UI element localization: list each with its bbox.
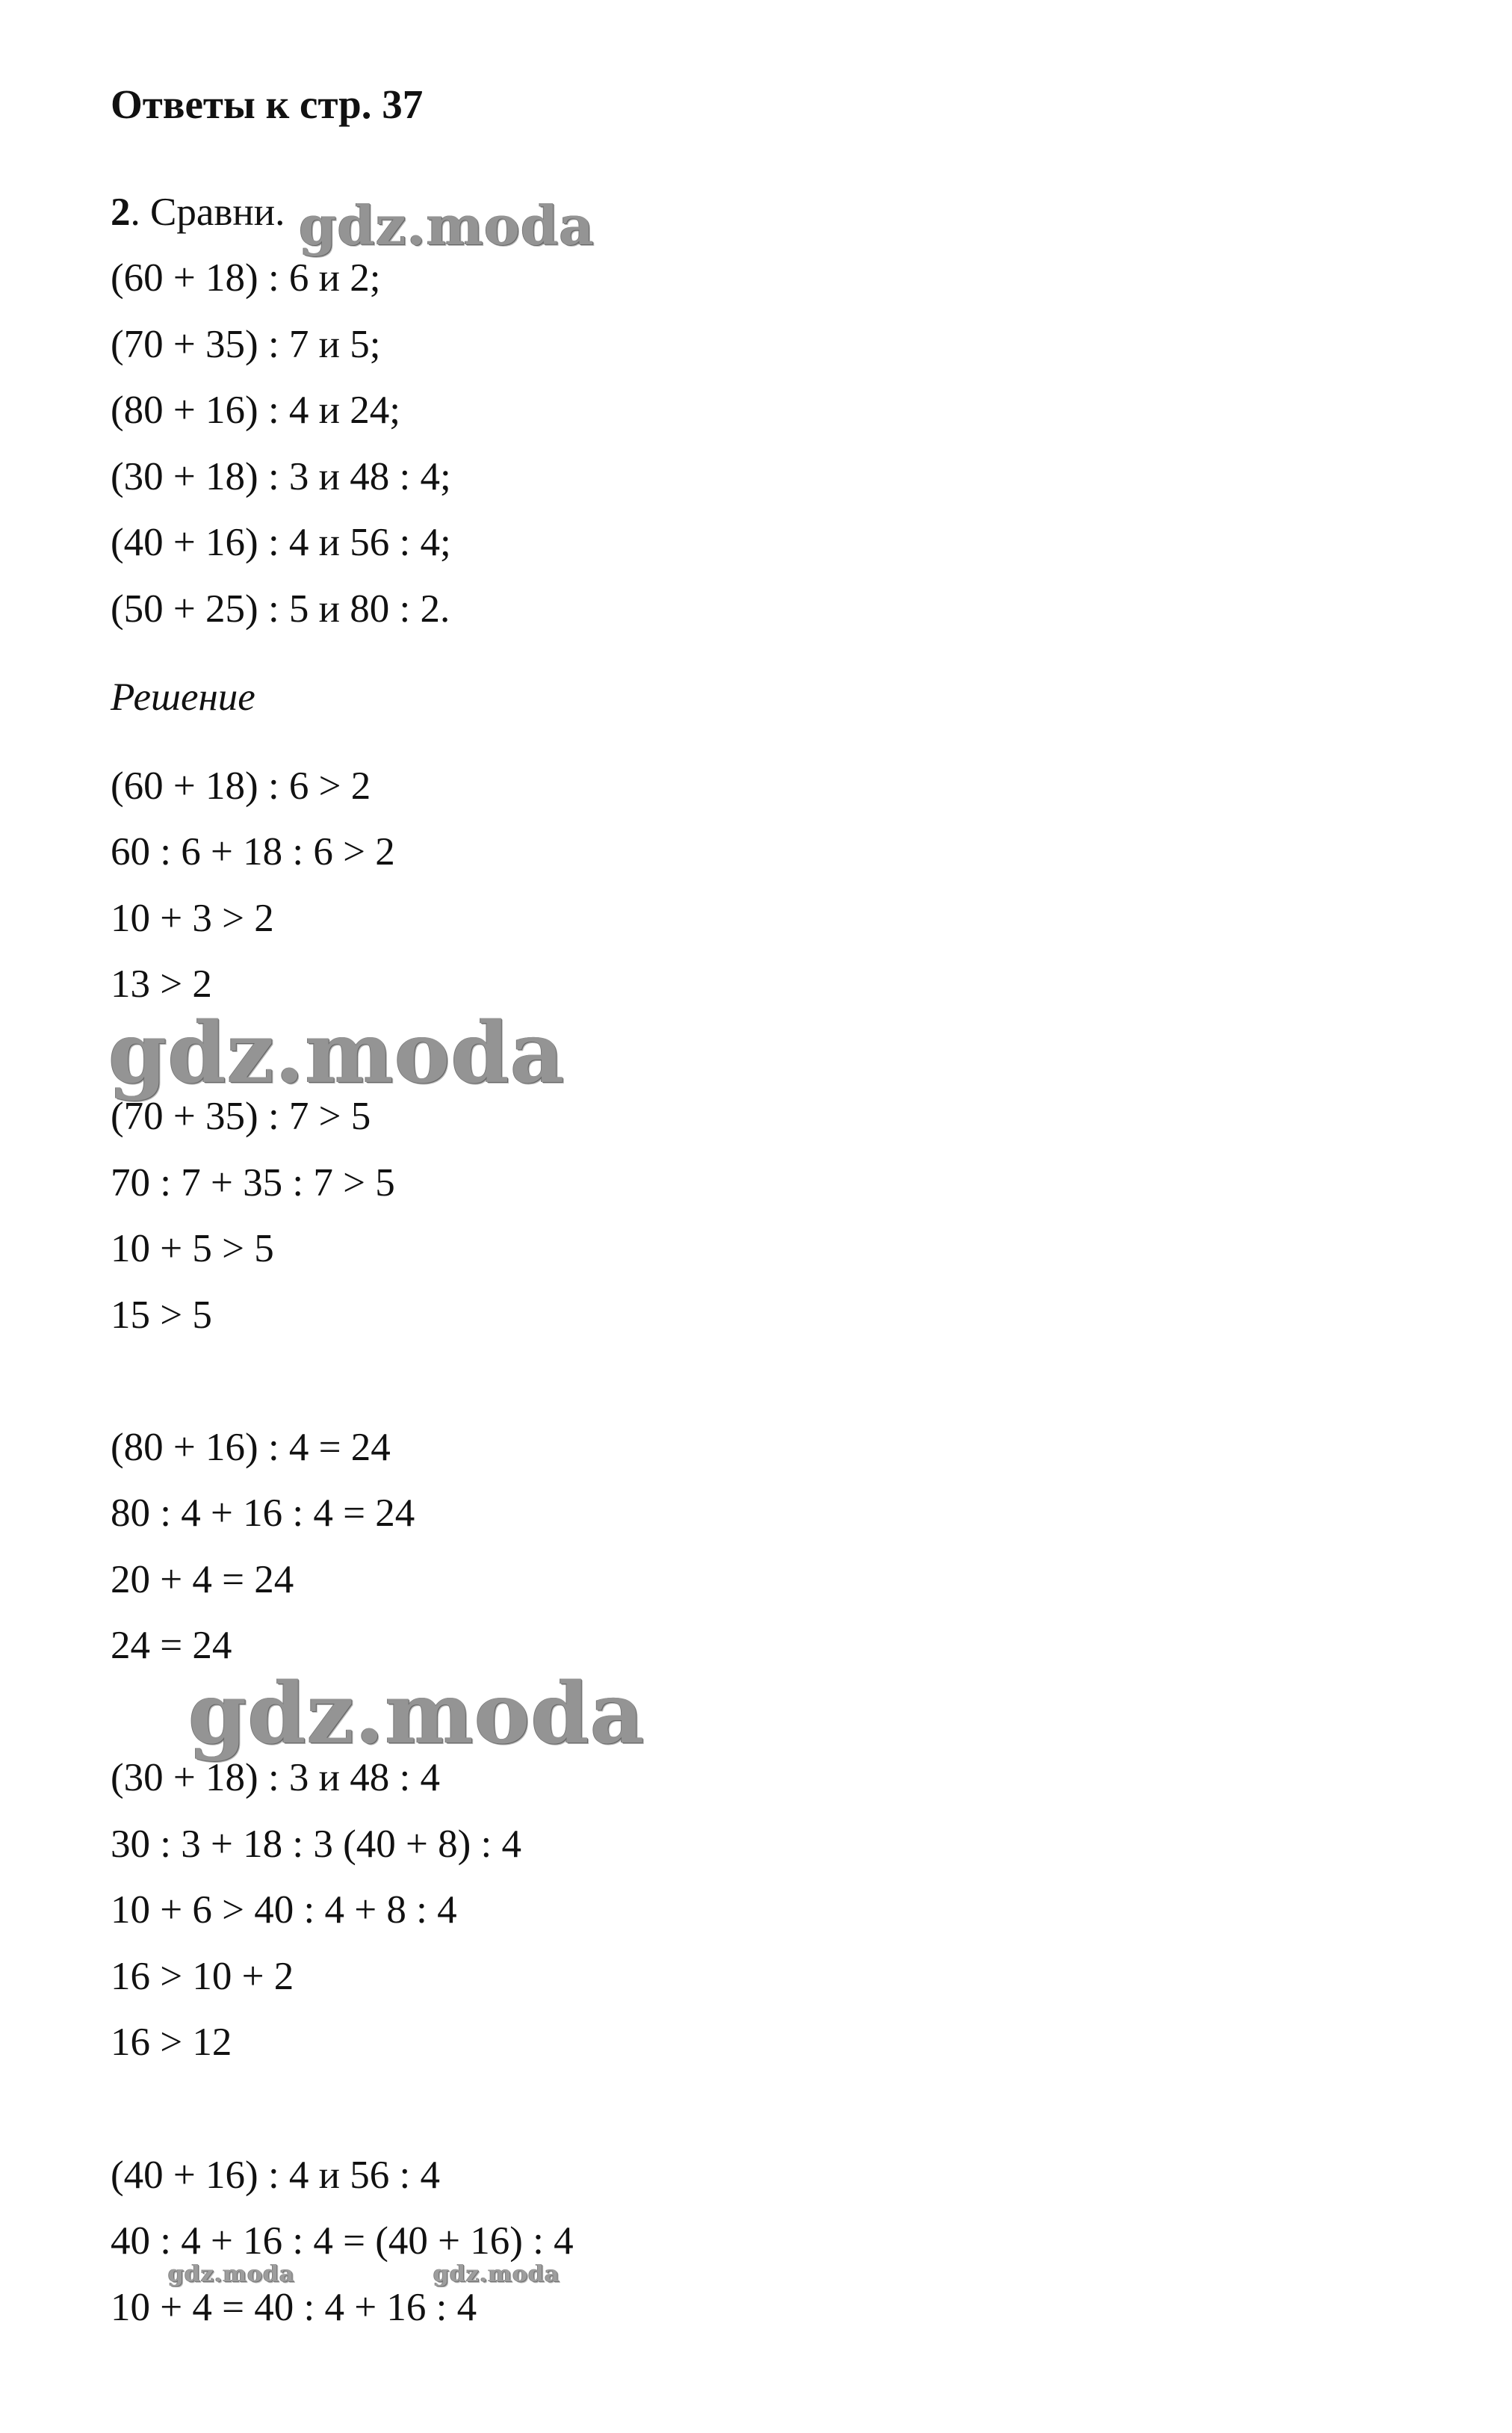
solution-line: 30 : 3 + 18 : 3 (40 + 8) : 4 (111, 1823, 522, 1866)
task-heading (111, 190, 285, 235)
watermark-logo: gdz.moda (168, 2261, 295, 2287)
task-item: (70 + 35) : 7 и 5; (111, 323, 381, 366)
watermark-logo: gdz.moda (108, 1004, 566, 1102)
task-item: (80 + 16) : 4 и 24; (111, 389, 401, 432)
solution-line: (60 + 18) : 6 > 2 (111, 764, 371, 808)
task-item: (50 + 25) : 5 и 80 : 2. (111, 587, 450, 631)
solution-line: 13 > 2 (111, 962, 212, 1006)
solution-line: 70 : 7 + 35 : 7 > 5 (111, 1161, 395, 1205)
solution-line: 60 : 6 + 18 : 6 > 2 (111, 830, 395, 874)
solution-line: 40 : 4 + 16 : 4 = (40 + 16) : 4 (111, 2219, 574, 2263)
solution-line: 10 + 4 = 40 : 4 + 16 : 4 (111, 2286, 477, 2329)
watermark-logo: gdz.moda (188, 1665, 645, 1763)
solution-line: 10 + 6 > 40 : 4 + 8 : 4 (111, 1888, 457, 1932)
solution-line: 10 + 5 > 5 (111, 1227, 274, 1270)
solution-line: (70 + 35) : 7 > 5 (111, 1095, 371, 1138)
watermark-logo: gdz.moda (299, 194, 595, 257)
solution-label: Решение (111, 676, 255, 719)
solution-line: 15 > 5 (111, 1293, 212, 1337)
solution-line: 16 > 10 + 2 (111, 1955, 294, 1998)
solution-line: 16 > 12 (111, 2021, 232, 2064)
solution-line: (80 + 16) : 4 = 24 (111, 1426, 391, 1469)
task-item: (40 + 16) : 4 и 56 : 4; (111, 521, 451, 564)
solution-line: 20 + 4 = 24 (111, 1558, 294, 1601)
solution-line: (40 + 16) : 4 и 56 : 4 (111, 2154, 441, 2197)
task-text: . Сравни. (130, 191, 285, 234)
watermark-logo: gdz.moda (433, 2261, 560, 2287)
solution-line: 24 = 24 (111, 1624, 232, 1667)
solution-line: 80 : 4 + 16 : 4 = 24 (111, 1491, 415, 1535)
task-number: 2 (111, 191, 131, 234)
task-item: (30 + 18) : 3 и 48 : 4; (111, 455, 451, 498)
task-item: (60 + 18) : 6 и 2; (111, 256, 381, 300)
solution-line: 10 + 3 > 2 (111, 897, 274, 940)
solution-line: (30 + 18) : 3 и 48 : 4 (111, 1756, 441, 1799)
page-title: Ответы к стр. 37 (111, 81, 424, 127)
